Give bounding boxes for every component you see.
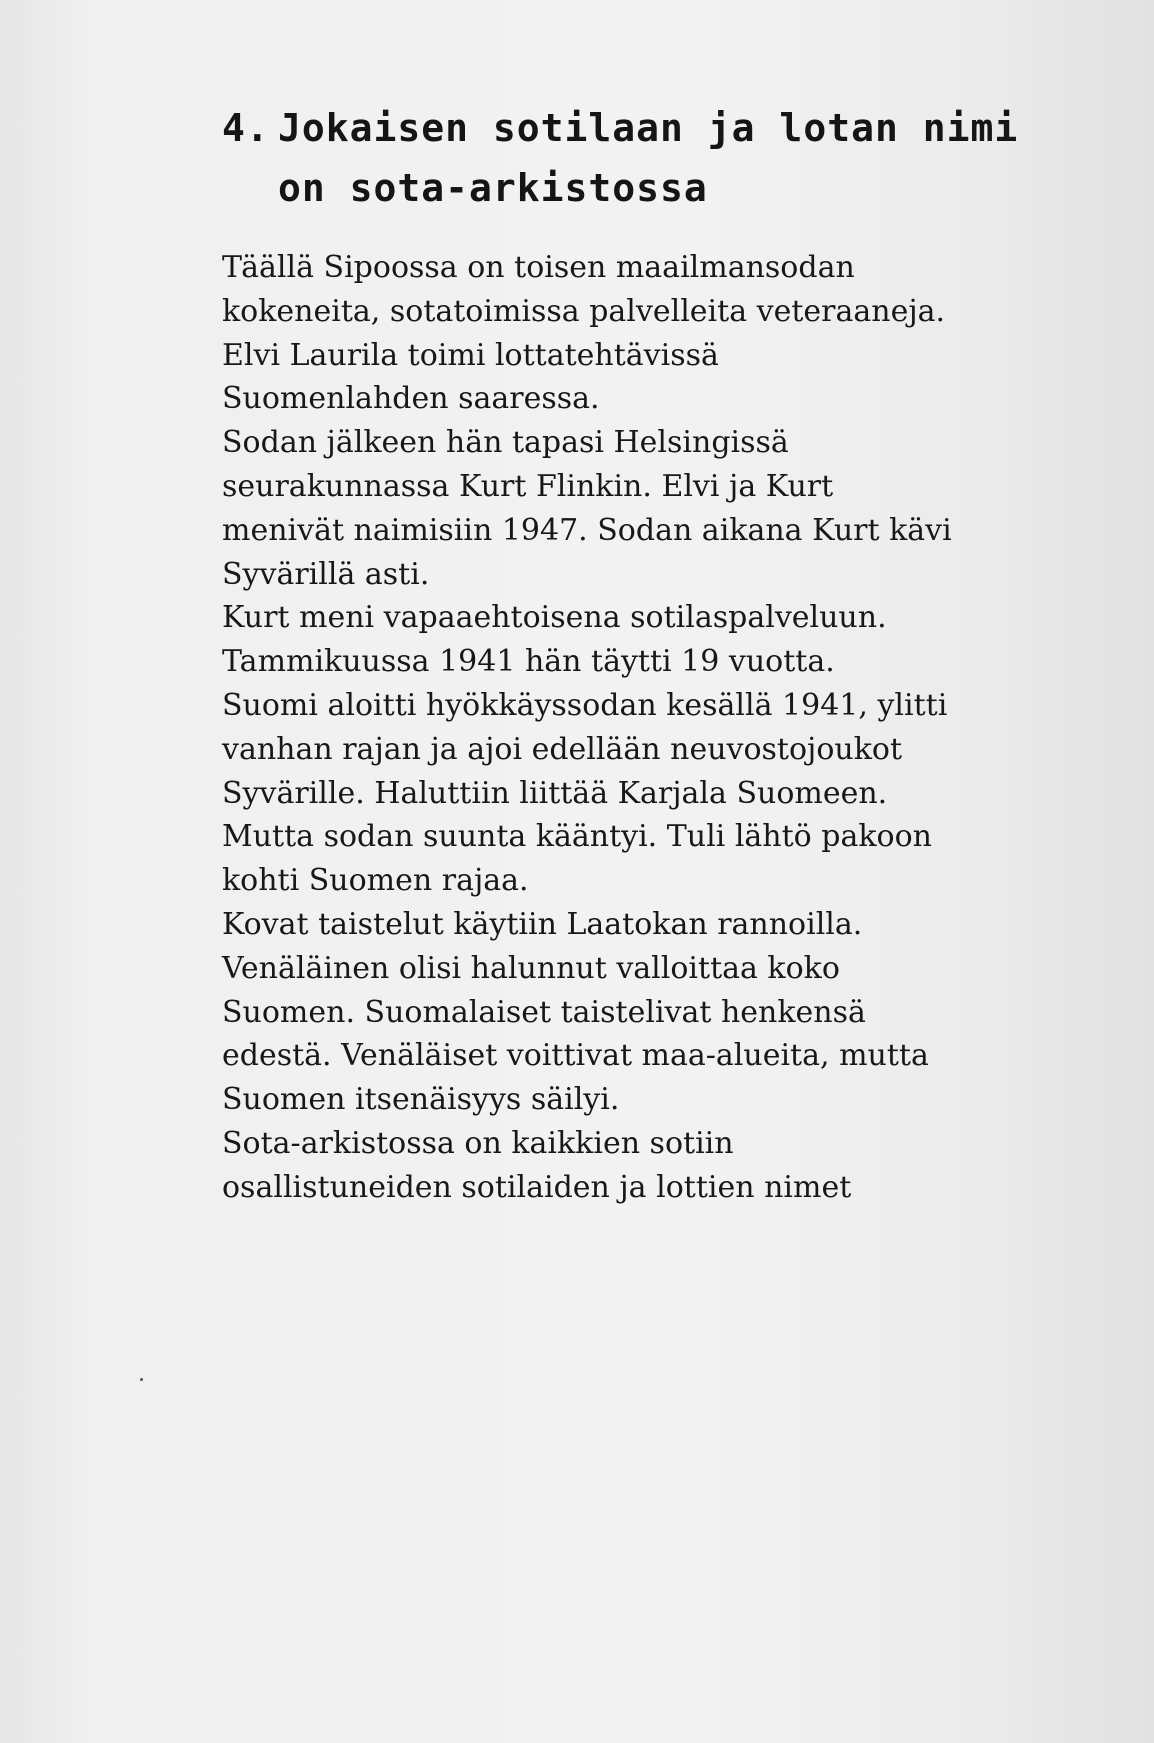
body-paragraph xyxy=(222,246,1062,1210)
text-line: Kovat taistelut käytiin Laatokan rannoilla. xyxy=(222,906,863,942)
text-line: Syvärillä asti. xyxy=(222,556,430,592)
text-line: Sota-arkistossa on kaikkien sotiin xyxy=(222,1125,734,1161)
text-line: edestä. Venäläiset voittivat maa-alueita, mutta xyxy=(222,1038,929,1074)
page-title xyxy=(222,98,1018,218)
text-line: Sodan jälkeen hän tapasi Helsingissä xyxy=(222,425,789,461)
text-line: Syvärille. Haluttiin liittää Karjala Suomeen. xyxy=(222,775,888,811)
text-line: Venäläinen olisi halunnut valloittaa koko xyxy=(222,950,840,986)
text-line: seurakunnassa Kurt Flinkin. Elvi ja Kurt xyxy=(222,468,834,504)
section-number: 4. xyxy=(222,106,270,150)
text-line: Suomenlahden saaressa. xyxy=(222,381,600,417)
title-line-1: Jokaisen sotilaan ja lotan nimi xyxy=(278,106,1019,150)
text-line: Täällä Sipoossa on toisen maailmansodan xyxy=(222,250,855,285)
text-line: vanhan rajan ja ajoi edellään neuvostojoukot xyxy=(222,731,903,767)
text-line: Suomen. Suomalaiset taistelivat henkensä xyxy=(222,994,866,1030)
text-line: Kurt meni vapaaehtoisena sotilaspalveluun. xyxy=(222,600,887,636)
text-line: Suomi aloitti hyökkäyssodan kesällä 1941, ylitti xyxy=(222,687,948,723)
text-line: kohti Suomen rajaa. xyxy=(222,863,529,899)
title-line-2: on sota-arkistossa xyxy=(278,166,708,210)
text-line: menivät naimisiin 1947. Sodan aikana Kurt kävi xyxy=(222,512,952,548)
ink-speck xyxy=(140,1378,143,1381)
text-line: Elvi Laurila toimi lottatehtävissä xyxy=(222,337,719,373)
text-line: Mutta sodan suunta kääntyi. Tuli lähtö pakoon xyxy=(222,819,932,855)
text-line: Tammikuussa 1941 hän täytti 19 vuotta. xyxy=(222,644,835,680)
text-line: Suomen itsenäisyys säilyi. xyxy=(222,1082,620,1118)
text-line: kokeneita, sotatoimissa palvelleita veteraaneja. xyxy=(222,293,946,329)
text-line: osallistuneiden sotilaiden ja lottien nimet xyxy=(222,1169,852,1205)
